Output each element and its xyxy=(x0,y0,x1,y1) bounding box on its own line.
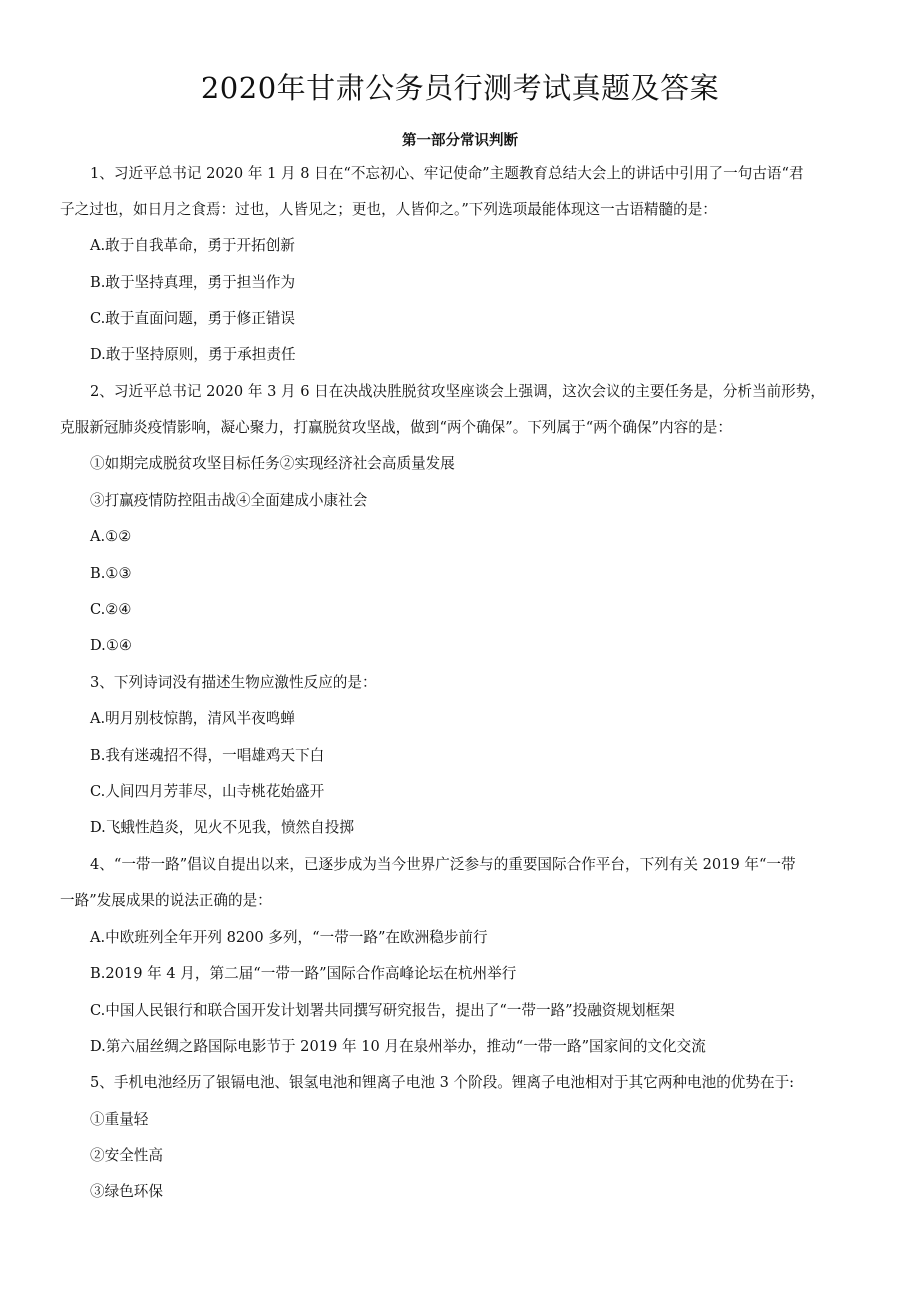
q5-item-3: ③绿色环保 xyxy=(90,1183,163,1200)
q2-item-1: ①如期完成脱贫攻坚目标任务②实现经济社会高质量发展 xyxy=(90,455,455,472)
q5-stem-1: 5、手机电池经历了银镉电池、银氢电池和锂离子电池 3 个阶段。锂离子电池相对于其它两种电池的优势在于: xyxy=(90,1074,795,1091)
q4-option-b: B.2019 年 4 月，第二届“一带一路”国际合作高峰论坛在杭州举行 xyxy=(90,965,517,982)
q3-stem-1: 3、下列诗词没有描述生物应激性反应的是： xyxy=(90,674,377,691)
q1-stem-1: 1、习近平总书记 2020 年 1 月 8 日在“不忘初心、牢记使命”主题教育总结大会上的讲话中引用了一句古语“君 xyxy=(90,165,804,182)
q1-option-c: C.敢于直面问题，勇于修正错误 xyxy=(90,310,296,327)
q4-option-c: C.中国人民银行和联合国开发计划署共同撰写研究报告，提出了“一带一路”投融资规划框架 xyxy=(90,1002,675,1019)
q4-stem-2: 一路”发展成果的说法正确的是： xyxy=(60,892,272,909)
section-title: 第一部分常识判断 xyxy=(402,133,518,149)
q1-option-a: A.敢于自我革命，勇于开拓创新 xyxy=(90,237,295,254)
q3-option-b: B.我有迷魂招不得，一唱雄鸡天下白 xyxy=(90,747,325,764)
q2-option-d: D.①④ xyxy=(90,637,132,654)
q4-option-d: D.第六届丝绸之路国际电影节于 2019 年 10 月在泉州举办，推动“一带一路”国家间的文化交流 xyxy=(90,1038,706,1055)
q2-option-b: B.①③ xyxy=(90,565,132,582)
q3-option-d: D.飞蛾性趋炎，见火不见我，愤然自投掷 xyxy=(90,819,354,836)
q4-option-a: A.中欧班列全年开列 8200 多列，“一带一路”在欧洲稳步前行 xyxy=(90,929,488,946)
q5-item-1: ①重量轻 xyxy=(90,1111,149,1128)
q2-stem-2: 克服新冠肺炎疫情影响，凝心聚力，打赢脱贫攻坚战，做到“两个确保”。下列属于“两个确保”内容的是： xyxy=(60,419,732,436)
q2-item-2: ③打赢疫情防控阻击战④全面建成小康社会 xyxy=(90,492,368,509)
q4-stem-1: 4、“一带一路”倡议自提出以来，已逐步成为当今世界广泛参与的重要国际合作平台，下列有关 2019 年“一带 xyxy=(90,856,796,873)
q1-stem-2: 子之过也，如日月之食焉：过也，人皆见之；更也，人皆仰之。”下列选项最能体现这一古语精髓的是： xyxy=(60,201,717,218)
document-title: 2020年甘肃公务员行测考试真题及答案 xyxy=(200,71,720,105)
q1-option-d: D.敢于坚持原则，勇于承担责任 xyxy=(90,346,296,363)
q2-stem-1: 2、习近平总书记 2020 年 3 月 6 日在决战决胜脱贫攻坚座谈会上强调，这次会议的主要任务是，分析当前形势， xyxy=(90,383,825,400)
q2-option-c: C.②④ xyxy=(90,601,132,618)
q3-option-a: A.明月别枝惊鹊，清风半夜鸣蝉 xyxy=(90,710,295,727)
q3-option-c: C.人间四月芳菲尽，山寺桃花始盛开 xyxy=(90,783,325,800)
q5-item-2: ②安全性高 xyxy=(90,1147,163,1164)
q2-option-a: A.①② xyxy=(90,528,132,545)
q1-option-b: B.敢于坚持真理，勇于担当作为 xyxy=(90,274,296,291)
